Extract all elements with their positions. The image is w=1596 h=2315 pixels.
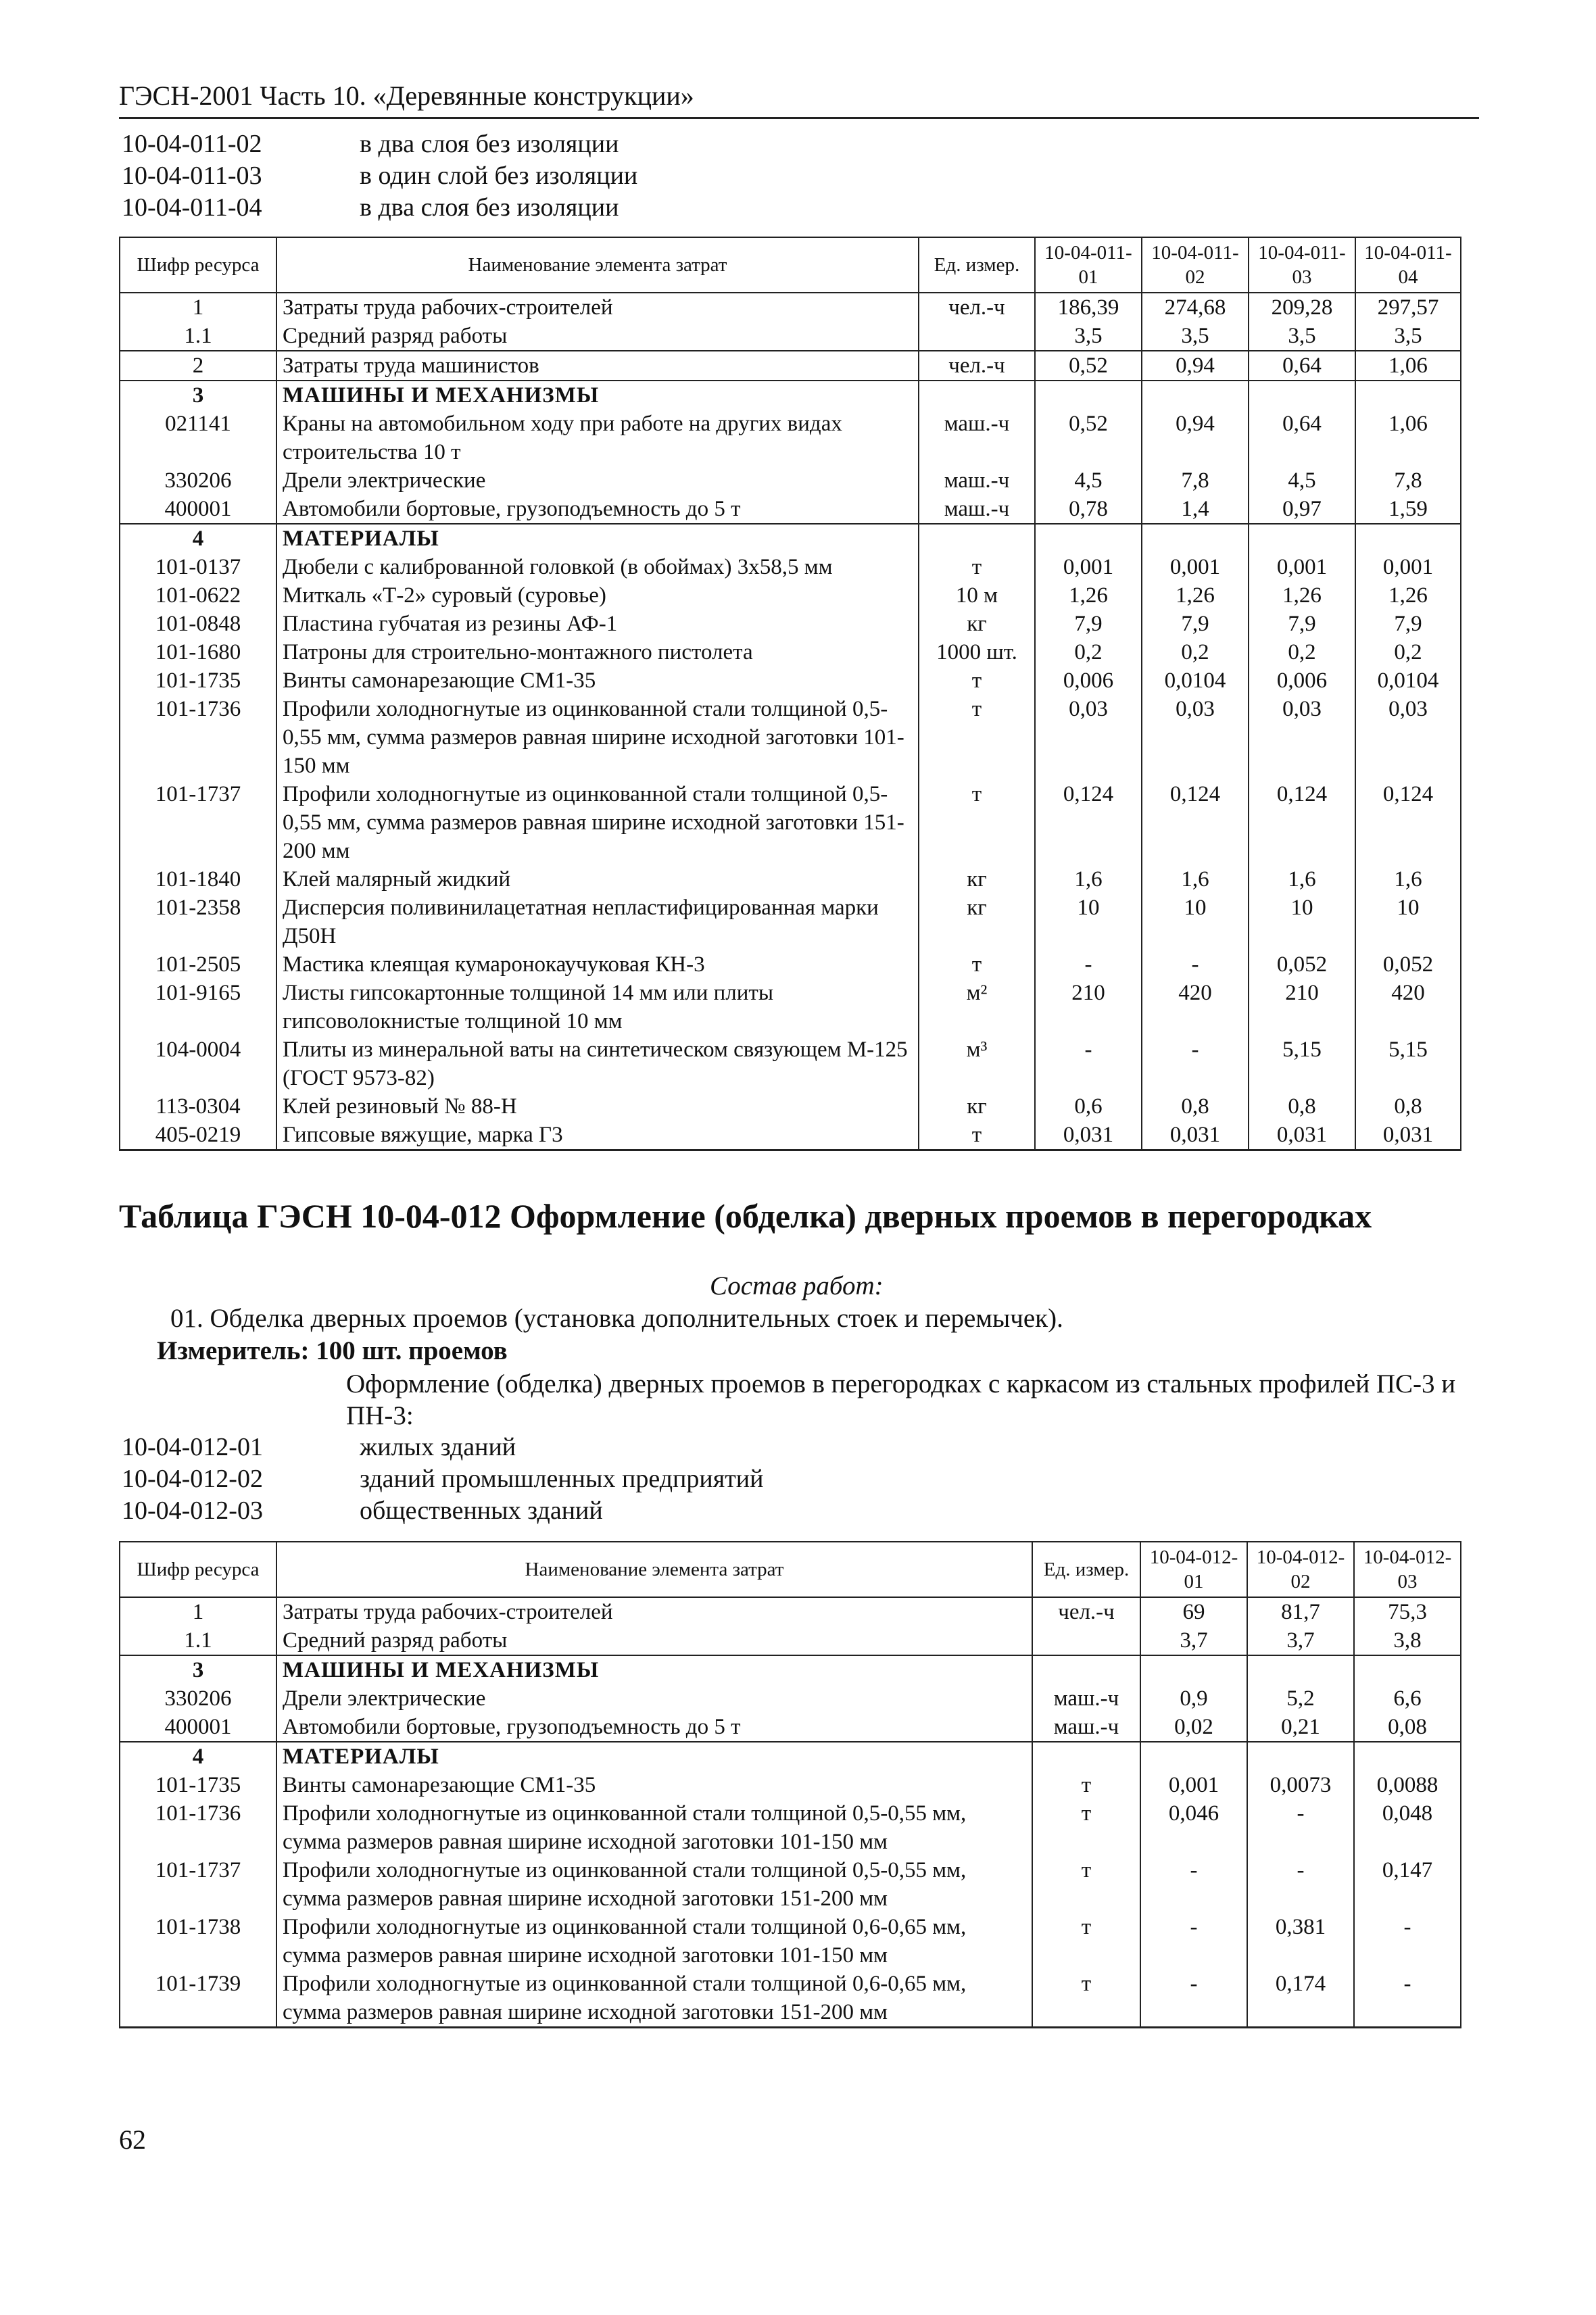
unit-cell: м² bbox=[919, 979, 1035, 1035]
cost-element-name-cell: Патроны для строительно-монтажного пистолета bbox=[276, 638, 919, 666]
cost-element-name-cell: Средний разряд работы bbox=[276, 322, 919, 351]
cost-element-name-cell: Профили холодногнутые из оцинкованной стали толщиной 0,5-0,55 мм, сумма размеров равная ширине исходной заготовки 101-150 мм bbox=[276, 1799, 1032, 1856]
cost-element-name-cell: Листы гипсокартонные толщиной 14 мм или плиты гипсоволокнистые толщиной 10 мм bbox=[276, 979, 919, 1035]
norm-value-cell: - bbox=[1142, 950, 1249, 979]
norm-value-cell: 0,08 bbox=[1354, 1713, 1461, 1742]
header-norm-code: 10-04-012-02 bbox=[1247, 1542, 1354, 1597]
norm-value-cell bbox=[1249, 524, 1355, 553]
resource-code-cell: 101-1840 bbox=[120, 865, 276, 894]
norm-value-cell: 1,6 bbox=[1249, 865, 1355, 894]
norm-value-cell: 0,8 bbox=[1249, 1092, 1355, 1121]
unit-cell: т bbox=[1032, 1913, 1140, 1970]
header-norm-code: 10-04-011-03 bbox=[1249, 237, 1355, 293]
norm-value-cell: 0,048 bbox=[1354, 1799, 1461, 1856]
cost-element-name-cell: Автомобили бортовые, грузоподъемность до 5 т bbox=[276, 1713, 1032, 1742]
norm-value-cell: 0,03 bbox=[1035, 695, 1142, 780]
unit-cell: чел.-ч bbox=[1032, 1597, 1140, 1626]
unit-cell: т bbox=[919, 780, 1035, 865]
table-row bbox=[120, 351, 1461, 381]
cost-element-name-cell: МАТЕРИАЛЫ bbox=[276, 1742, 1032, 1771]
table-row bbox=[120, 1092, 1461, 1121]
cost-element-name-cell: Дрели электрические bbox=[276, 1684, 1032, 1713]
cost-element-name-cell: Средний разряд работы bbox=[276, 1626, 1032, 1655]
table-body bbox=[120, 293, 1461, 1150]
cost-element-name-cell: Гипсовые вяжущие, марка Г3 bbox=[276, 1121, 919, 1150]
table-row bbox=[120, 865, 1461, 894]
resource-code-cell: 101-1736 bbox=[120, 1799, 276, 1856]
unit-cell: маш.-ч bbox=[919, 466, 1035, 495]
table-row bbox=[120, 1121, 1461, 1150]
norm-value-cell: 0,94 bbox=[1142, 351, 1249, 381]
resource-code-cell: 2 bbox=[120, 351, 276, 381]
resource-code-cell: 104-0004 bbox=[120, 1035, 276, 1092]
norm-value-cell: 186,39 bbox=[1035, 293, 1142, 322]
norm-value-cell bbox=[1035, 381, 1142, 410]
norm-value-cell: 3,5 bbox=[1355, 322, 1461, 351]
code-line bbox=[122, 1495, 763, 1527]
cost-element-name-cell: Дисперсия поливинилацетатная непластифицированная марки Д50Н bbox=[276, 894, 919, 950]
norm-value-cell: - bbox=[1140, 1856, 1247, 1913]
resource-code-cell: 1 bbox=[120, 1597, 276, 1626]
norm-value-cell: 0,052 bbox=[1249, 950, 1355, 979]
norm-value-cell: 0,381 bbox=[1247, 1913, 1354, 1970]
cost-element-name-cell: Краны на автомобильном ходу при работе на других видах строительства 10 т bbox=[276, 410, 919, 466]
cost-element-name-cell: Пластина губчатая из резины АФ-1 bbox=[276, 610, 919, 638]
norm-value-cell: 1,6 bbox=[1142, 865, 1249, 894]
norm-value-cell: 297,57 bbox=[1355, 293, 1461, 322]
resource-code-cell: 101-1738 bbox=[120, 1913, 276, 1970]
unit-cell: маш.-ч bbox=[919, 495, 1035, 524]
running-header: ГЭСН-2001 Часть 10. «Деревянные конструкции» bbox=[119, 80, 1479, 119]
norm-value-cell: - bbox=[1354, 1913, 1461, 1970]
unit-cell: чел.-ч bbox=[919, 351, 1035, 381]
unit-cell: кг bbox=[919, 894, 1035, 950]
unit-cell: кг bbox=[919, 610, 1035, 638]
norm-value-cell: 0,006 bbox=[1249, 666, 1355, 695]
norm-value-cell: 0,8 bbox=[1142, 1092, 1249, 1121]
norm-value-cell: 0,2 bbox=[1249, 638, 1355, 666]
header-cost-element-name: Наименование элемента затрат bbox=[276, 237, 919, 293]
table-row bbox=[120, 1771, 1461, 1799]
norm-value-cell: 0,8 bbox=[1355, 1092, 1461, 1121]
norm-value-cell: 0,001 bbox=[1249, 553, 1355, 581]
table-row bbox=[120, 466, 1461, 495]
table-row bbox=[120, 495, 1461, 524]
norm-value-cell: 0,21 bbox=[1247, 1713, 1354, 1742]
cost-element-name-cell: Профили холодногнутые из оцинкованной стали толщиной 0,5-0,55 мм, сумма размеров равная ширине исходной заготовки 151-200 мм bbox=[276, 1856, 1032, 1913]
cost-element-name-cell: Миткаль «Т-2» суровый (суровье) bbox=[276, 581, 919, 610]
norm-value-cell bbox=[1247, 1742, 1354, 1771]
norm-value-cell: 10 bbox=[1142, 894, 1249, 950]
resource-code-cell: 101-1737 bbox=[120, 1856, 276, 1913]
norm-value-cell: 210 bbox=[1249, 979, 1355, 1035]
table-row bbox=[120, 780, 1461, 865]
unit-cell: т bbox=[1032, 1970, 1140, 2028]
norm-value-cell: 1,59 bbox=[1355, 495, 1461, 524]
unit-cell: м³ bbox=[919, 1035, 1035, 1092]
norm-value-cell: 0,97 bbox=[1249, 495, 1355, 524]
cost-element-name-cell: Мастика клеящая кумаронокаучуковая КН-3 bbox=[276, 950, 919, 979]
norm-value-cell: 0,03 bbox=[1249, 695, 1355, 780]
resource-code-cell: 101-1735 bbox=[120, 1771, 276, 1799]
norm-value-cell bbox=[1354, 1655, 1461, 1684]
resource-table-10-04-011 bbox=[119, 237, 1461, 1151]
norm-value-cell: 0,78 bbox=[1035, 495, 1142, 524]
norm-value-cell: 0,001 bbox=[1355, 553, 1461, 581]
norm-value-cell: 0,0104 bbox=[1142, 666, 1249, 695]
norm-value-cell: 420 bbox=[1142, 979, 1249, 1035]
norm-value-cell bbox=[1140, 1742, 1247, 1771]
norm-value-cell: - bbox=[1035, 1035, 1142, 1092]
resource-code-cell: 1.1 bbox=[120, 322, 276, 351]
norm-value-cell: 1,06 bbox=[1355, 410, 1461, 466]
table-row bbox=[120, 1684, 1461, 1713]
norm-value-cell: 0,03 bbox=[1142, 695, 1249, 780]
norm-value-cell: 75,3 bbox=[1354, 1597, 1461, 1626]
work-composition-heading: Состав работ: bbox=[710, 1271, 884, 1300]
norm-value-cell: 0,124 bbox=[1355, 780, 1461, 865]
table-header-row bbox=[120, 1542, 1461, 1597]
cost-element-name-cell: Дрели электрические bbox=[276, 466, 919, 495]
resource-code-cell: 101-2358 bbox=[120, 894, 276, 950]
resource-code-cell: 101-1680 bbox=[120, 638, 276, 666]
cost-element-name-cell: Плиты из минеральной ваты на синтетическом связующем М-125 (ГОСТ 9573-82) bbox=[276, 1035, 919, 1092]
cost-element-name-cell: Профили холодногнутые из оцинкованной стали толщиной 0,5-0,55 мм, сумма размеров равная ширине исходной заготовки 101-150 мм bbox=[276, 695, 919, 780]
section-row bbox=[120, 1742, 1461, 1771]
norm-value-cell: 1,6 bbox=[1035, 865, 1142, 894]
header-norm-code: 10-04-011-04 bbox=[1355, 237, 1461, 293]
table-row bbox=[120, 293, 1461, 322]
unit-cell: т bbox=[1032, 1771, 1140, 1799]
table-row bbox=[120, 581, 1461, 610]
norm-value-cell: 0,124 bbox=[1142, 780, 1249, 865]
norm-value-cell: 0,001 bbox=[1035, 553, 1142, 581]
norm-value-cell: 5,15 bbox=[1249, 1035, 1355, 1092]
norm-value-cell: 7,8 bbox=[1142, 466, 1249, 495]
section-title: Таблица ГЭСН 10-04-012 Оформление (обделка) дверных проемов в перегородках bbox=[119, 1197, 1372, 1235]
norm-value-cell: 3,8 bbox=[1354, 1626, 1461, 1655]
cost-element-name-cell: Клей малярный жидкий bbox=[276, 865, 919, 894]
table-row bbox=[120, 1597, 1461, 1626]
unit-cell: т bbox=[919, 950, 1035, 979]
norm-value-cell: 0,0073 bbox=[1247, 1771, 1354, 1799]
norm-value-cell: 0,2 bbox=[1035, 638, 1142, 666]
unit-cell: т bbox=[919, 1121, 1035, 1150]
norm-value-cell: 0,174 bbox=[1247, 1970, 1354, 2028]
unit-cell: т bbox=[919, 695, 1035, 780]
norm-value-cell: 274,68 bbox=[1142, 293, 1249, 322]
norm-value-cell: 0,9 bbox=[1140, 1684, 1247, 1713]
unit-cell: т bbox=[919, 553, 1035, 581]
unit-cell bbox=[919, 322, 1035, 351]
resource-code-cell: 101-1735 bbox=[120, 666, 276, 695]
norm-value-cell: - bbox=[1035, 950, 1142, 979]
norm-value-cell: 0,94 bbox=[1142, 410, 1249, 466]
cost-element-name-cell: МАШИНЫ И МЕХАНИЗМЫ bbox=[276, 381, 919, 410]
code-line-code: 10-04-012-01 bbox=[122, 1433, 263, 1461]
norm-value-cell: 1,4 bbox=[1142, 495, 1249, 524]
table-body bbox=[120, 1597, 1461, 2028]
resource-code-cell: 101-2505 bbox=[120, 950, 276, 979]
unit-cell bbox=[1032, 1626, 1140, 1655]
code-line-code: 10-04-011-02 bbox=[122, 130, 262, 158]
header-norm-code: 10-04-012-01 bbox=[1140, 1542, 1247, 1597]
norm-value-cell bbox=[1247, 1655, 1354, 1684]
norm-value-cell bbox=[1140, 1655, 1247, 1684]
norm-value-cell: - bbox=[1140, 1913, 1247, 1970]
norm-value-cell: 0,124 bbox=[1035, 780, 1142, 865]
norm-value-cell: 0,64 bbox=[1249, 410, 1355, 466]
norm-value-cell: - bbox=[1142, 1035, 1249, 1092]
code-line-text: зданий промышленных предприятий bbox=[360, 1465, 764, 1493]
code-line-text: жилых зданий bbox=[360, 1433, 516, 1461]
unit-cell: 10 м bbox=[919, 581, 1035, 610]
norm-value-cell: 0,6 bbox=[1035, 1092, 1142, 1121]
norm-value-cell: 1,26 bbox=[1355, 581, 1461, 610]
norm-value-cell: 0,0088 bbox=[1354, 1771, 1461, 1799]
resource-code-cell: 101-0848 bbox=[120, 610, 276, 638]
norm-value-cell: 5,2 bbox=[1247, 1684, 1354, 1713]
table-row bbox=[120, 1970, 1461, 2028]
norm-value-cell: - bbox=[1247, 1856, 1354, 1913]
norm-value-cell: 69 bbox=[1140, 1597, 1247, 1626]
cost-element-name-cell: Дюбели с калиброванной головкой (в обоймах) 3х58,5 мм bbox=[276, 553, 919, 581]
resource-code-cell: 4 bbox=[120, 1742, 276, 1771]
norm-value-cell: 0,52 bbox=[1035, 351, 1142, 381]
table-row bbox=[120, 553, 1461, 581]
table-row bbox=[120, 1035, 1461, 1092]
cost-element-name-cell: Винты самонарезающие СМ1-35 bbox=[276, 666, 919, 695]
code-line bbox=[122, 1463, 763, 1495]
norm-value-cell bbox=[1142, 524, 1249, 553]
code-line-text: в два слоя без изоляции bbox=[360, 193, 619, 222]
norm-value-cell: 0,52 bbox=[1035, 410, 1142, 466]
unit-cell: кг bbox=[919, 1092, 1035, 1121]
norm-value-cell: 7,9 bbox=[1035, 610, 1142, 638]
norm-value-cell: 0,001 bbox=[1142, 553, 1249, 581]
norm-value-cell: 0,031 bbox=[1249, 1121, 1355, 1150]
resource-table-10-04-012 bbox=[119, 1541, 1461, 2028]
unit-cell bbox=[1032, 1655, 1140, 1684]
resource-code-cell: 3 bbox=[120, 1655, 276, 1684]
table-row bbox=[120, 894, 1461, 950]
norm-value-cell bbox=[1355, 524, 1461, 553]
code-line bbox=[122, 160, 637, 192]
cost-element-name-cell: Профили холодногнутые из оцинкованной стали толщиной 0,5-0,55 мм, сумма размеров равная ширине исходной заготовки 151-200 мм bbox=[276, 780, 919, 865]
table-row bbox=[120, 1856, 1461, 1913]
measurer-line: Измеритель: 100 шт. проемов bbox=[157, 1336, 508, 1365]
norm-value-cell: 0,031 bbox=[1355, 1121, 1461, 1150]
table-row bbox=[120, 610, 1461, 638]
norm-value-cell: 6,6 bbox=[1354, 1684, 1461, 1713]
norm-value-cell: 1,06 bbox=[1355, 351, 1461, 381]
table-row bbox=[120, 979, 1461, 1035]
norm-value-cell: 7,8 bbox=[1355, 466, 1461, 495]
norm-value-cell: 1,26 bbox=[1035, 581, 1142, 610]
code-line bbox=[122, 128, 637, 160]
section-code-list bbox=[122, 1432, 763, 1527]
header-cost-element-name: Наименование элемента затрат bbox=[276, 1542, 1032, 1597]
norm-value-cell: 0,052 bbox=[1355, 950, 1461, 979]
norm-value-cell: 0,001 bbox=[1140, 1771, 1247, 1799]
cost-element-name-cell: Затраты труда рабочих-строителей bbox=[276, 293, 919, 322]
resource-code-cell: 101-1739 bbox=[120, 1970, 276, 2028]
code-line-code: 10-04-012-03 bbox=[122, 1496, 263, 1525]
norm-value-cell: 7,9 bbox=[1249, 610, 1355, 638]
unit-cell: маш.-ч bbox=[1032, 1713, 1140, 1742]
code-line-text: общественных зданий bbox=[360, 1496, 603, 1525]
unit-cell bbox=[919, 524, 1035, 553]
resource-code-cell: 400001 bbox=[120, 495, 276, 524]
norm-value-cell: 1,26 bbox=[1142, 581, 1249, 610]
cost-element-name-cell: Винты самонарезающие СМ1-35 bbox=[276, 1771, 1032, 1799]
table-row bbox=[120, 1913, 1461, 1970]
code-line-code: 10-04-011-03 bbox=[122, 162, 262, 190]
cost-element-name-cell: Клей резиновый № 88-Н bbox=[276, 1092, 919, 1121]
resource-code-cell: 101-0137 bbox=[120, 553, 276, 581]
unit-cell: т bbox=[1032, 1856, 1140, 1913]
table-row bbox=[120, 1799, 1461, 1856]
work-composition-item: 01. Обделка дверных проемов (установка дополнительных стоек и перемычек). bbox=[170, 1304, 1063, 1333]
code-line-text: в два слоя без изоляции bbox=[360, 130, 619, 158]
cost-element-name-cell: Профили холодногнутые из оцинкованной стали толщиной 0,6-0,65 мм, сумма размеров равная ширине исходной заготовки 151-200 мм bbox=[276, 1970, 1032, 2028]
norm-value-cell: 0,006 bbox=[1035, 666, 1142, 695]
norm-value-cell: 0,03 bbox=[1355, 695, 1461, 780]
cost-element-name-cell: Затраты труда машинистов bbox=[276, 351, 919, 381]
norm-value-cell: 209,28 bbox=[1249, 293, 1355, 322]
norm-value-cell: 3,5 bbox=[1249, 322, 1355, 351]
norm-value-cell: 0,147 bbox=[1354, 1856, 1461, 1913]
header-resource-code: Шифр ресурса bbox=[120, 1542, 276, 1597]
header-norm-code: 10-04-011-02 bbox=[1142, 237, 1249, 293]
norm-value-cell: 3,5 bbox=[1035, 322, 1142, 351]
section-row bbox=[120, 381, 1461, 410]
resource-code-cell: 101-0622 bbox=[120, 581, 276, 610]
norm-value-cell: 0,2 bbox=[1355, 638, 1461, 666]
norm-value-cell: 10 bbox=[1249, 894, 1355, 950]
section-row bbox=[120, 1655, 1461, 1684]
resource-code-cell: 101-9165 bbox=[120, 979, 276, 1035]
header-norm-code: 10-04-011-01 bbox=[1035, 237, 1142, 293]
norm-value-cell: 1,26 bbox=[1249, 581, 1355, 610]
resource-code-cell: 330206 bbox=[120, 1684, 276, 1713]
norm-value-cell: 7,9 bbox=[1355, 610, 1461, 638]
section-row bbox=[120, 524, 1461, 553]
norm-value-cell: - bbox=[1354, 1970, 1461, 2028]
norm-value-cell: 420 bbox=[1355, 979, 1461, 1035]
norm-value-cell: 4,5 bbox=[1035, 466, 1142, 495]
norm-value-cell: 0,0104 bbox=[1355, 666, 1461, 695]
resource-code-cell: 1.1 bbox=[120, 1626, 276, 1655]
table-row bbox=[120, 666, 1461, 695]
norm-value-cell: 0,2 bbox=[1142, 638, 1249, 666]
header-norm-code: 10-04-012-03 bbox=[1354, 1542, 1461, 1597]
norm-value-cell: 3,7 bbox=[1140, 1626, 1247, 1655]
code-line-text: в один слой без изоляции bbox=[360, 162, 638, 190]
code-line bbox=[122, 192, 637, 224]
table-row bbox=[120, 410, 1461, 466]
unit-cell: 1000 шт. bbox=[919, 638, 1035, 666]
code-line bbox=[122, 1432, 763, 1463]
code-line-code: 10-04-011-04 bbox=[122, 193, 262, 222]
cost-element-name-cell: Профили холодногнутые из оцинкованной стали толщиной 0,6-0,65 мм, сумма размеров равная ширине исходной заготовки 101-150 мм bbox=[276, 1913, 1032, 1970]
norm-value-cell: 0,031 bbox=[1142, 1121, 1249, 1150]
resource-code-cell: 400001 bbox=[120, 1713, 276, 1742]
norm-value-cell: 1,6 bbox=[1355, 865, 1461, 894]
cost-element-name-cell: Затраты труда рабочих-строителей bbox=[276, 1597, 1032, 1626]
resource-code-cell: 3 bbox=[120, 381, 276, 410]
norm-description: Оформление (обделка) дверных проемов в перегородках с каркасом из стальных профилей ПС-3 и ПН-3: bbox=[346, 1369, 1456, 1430]
table-row bbox=[120, 638, 1461, 666]
table-row bbox=[120, 1713, 1461, 1742]
code-line-code: 10-04-012-02 bbox=[122, 1465, 263, 1493]
norm-value-cell bbox=[1142, 381, 1249, 410]
norm-value-cell: 5,15 bbox=[1355, 1035, 1461, 1092]
header-unit: Ед. измер. bbox=[1032, 1542, 1140, 1597]
norm-value-cell: 210 bbox=[1035, 979, 1142, 1035]
norm-value-cell: 10 bbox=[1035, 894, 1142, 950]
table-row bbox=[120, 950, 1461, 979]
norm-value-cell: 3,5 bbox=[1142, 322, 1249, 351]
resource-code-cell: 113-0304 bbox=[120, 1092, 276, 1121]
header-resource-code: Шифр ресурса bbox=[120, 237, 276, 293]
norm-value-cell: 7,9 bbox=[1142, 610, 1249, 638]
resource-code-cell: 405-0219 bbox=[120, 1121, 276, 1150]
table-row bbox=[120, 1626, 1461, 1655]
norm-value-cell: 4,5 bbox=[1249, 466, 1355, 495]
resource-code-cell: 4 bbox=[120, 524, 276, 553]
norm-value-cell: 0,124 bbox=[1249, 780, 1355, 865]
cost-element-name-cell: Автомобили бортовые, грузоподъемность до 5 т bbox=[276, 495, 919, 524]
unit-cell bbox=[1032, 1742, 1140, 1771]
table-row bbox=[120, 695, 1461, 780]
table-header-row bbox=[120, 237, 1461, 293]
table-row bbox=[120, 322, 1461, 351]
unit-cell: т bbox=[1032, 1799, 1140, 1856]
resource-code-cell: 021141 bbox=[120, 410, 276, 466]
norm-value-cell: 0,031 bbox=[1035, 1121, 1142, 1150]
unit-cell: чел.-ч bbox=[919, 293, 1035, 322]
norm-value-cell bbox=[1035, 524, 1142, 553]
norm-value-cell: 10 bbox=[1355, 894, 1461, 950]
cost-element-name-cell: МАТЕРИАЛЫ bbox=[276, 524, 919, 553]
top-code-list bbox=[122, 128, 637, 224]
norm-value-cell bbox=[1354, 1742, 1461, 1771]
resource-code-cell: 1 bbox=[120, 293, 276, 322]
resource-code-cell: 101-1737 bbox=[120, 780, 276, 865]
norm-value-cell: 0,64 bbox=[1249, 351, 1355, 381]
unit-cell bbox=[919, 381, 1035, 410]
norm-value-cell bbox=[1249, 381, 1355, 410]
resource-code-cell: 330206 bbox=[120, 466, 276, 495]
cost-element-name-cell: МАШИНЫ И МЕХАНИЗМЫ bbox=[276, 1655, 1032, 1684]
resource-code-cell: 101-1736 bbox=[120, 695, 276, 780]
unit-cell: маш.-ч bbox=[919, 410, 1035, 466]
unit-cell: маш.-ч bbox=[1032, 1684, 1140, 1713]
norm-value-cell: 0,046 bbox=[1140, 1799, 1247, 1856]
norm-value-cell: 3,7 bbox=[1247, 1626, 1354, 1655]
norm-value-cell: - bbox=[1247, 1799, 1354, 1856]
norm-value-cell bbox=[1355, 381, 1461, 410]
page-number: 62 bbox=[119, 2124, 146, 2155]
unit-cell: кг bbox=[919, 865, 1035, 894]
norm-value-cell: 0,02 bbox=[1140, 1713, 1247, 1742]
norm-value-cell: 81,7 bbox=[1247, 1597, 1354, 1626]
unit-cell: т bbox=[919, 666, 1035, 695]
norm-value-cell: - bbox=[1140, 1970, 1247, 2028]
header-unit: Ед. измер. bbox=[919, 237, 1035, 293]
